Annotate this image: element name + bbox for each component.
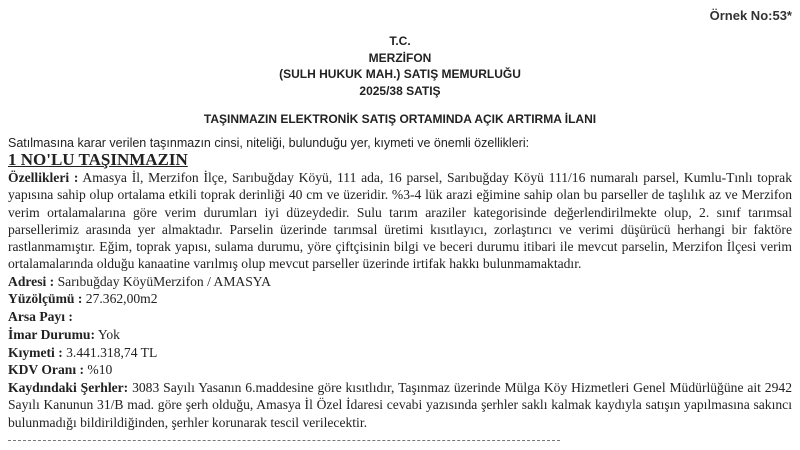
value-label: Kıymeti : <box>8 344 63 360</box>
features-text: Amasya İl, Merzifon İlçe, Sarıbuğday Köyü, 111 ada, 16 parsel, Sarıbuğday Köyü 111/16 numaralı parsel, Kumlu-Tınlı toprak yapısına sahip olup ortalama etkili toprak derinliği 40 cm ve üzeridir. %3-4 lük arazi eğimine sahip olan bu parseller de taşlılık az ve Merzifon verim ortalamalarına göre verim durumları iyi düzeydedir. Sulu tarım araziler kategorisinde değerlendirilmekte olup, 2. sınıf tarımsal parsellerimiz arasında yer almaktadır. Parselin üzerinde tarımsal üretimi kısıtlayıcı, zorlaştırıcı ve verimi düşürücü herhangi bir faktöre rastlanmamıştır. Eğim, toprak yapısı, sulama durumu, yöre çiftçisinin bilgi ve beceri durumu itibari ile mevcut parselin, Merzifon İlçesi verim ortalamalarında olduğu kanaatine varılmış olup mevcut parseller üzerinde irtifak hakkı bulunmamaktadır. <box>8 170 792 272</box>
sample-number: Örnek No:53* <box>709 8 792 23</box>
zoning-row <box>8 326 792 344</box>
lot-title: 1 NO'LU TAŞINMAZIN <box>8 150 188 169</box>
zoning-value: Yok <box>94 326 120 342</box>
value-row <box>8 344 792 362</box>
header-line-case-no: 2025/38 SATIŞ <box>359 83 441 98</box>
vat-row <box>8 361 792 379</box>
share-label: Arsa Payı : <box>8 309 73 325</box>
separator-line <box>8 440 560 441</box>
document-title: TAŞINMAZIN ELEKTRONİK SATIŞ ORTAMINDA AÇIK ARTIRMA İLANI <box>203 112 597 126</box>
header-line-tc: T.C. <box>389 34 411 48</box>
header-line-office: (SULH HUKUK MAH.) SATIŞ MEMURLUĞU <box>279 67 521 81</box>
features-paragraph <box>8 169 792 273</box>
lot-section <box>8 150 792 431</box>
share-row <box>8 308 792 326</box>
area-label: Yüzölçümü : <box>8 291 83 307</box>
address-row <box>8 273 792 291</box>
restrictions-paragraph <box>8 379 792 431</box>
restrictions-text: 3083 Sayılı Yasanın 6.maddesine göre kısıtlıdır, Taşınmaz üzerinde Mülga Köy Hizmetleri Genel Müdürlüğüne ait 2942 Sayılı Kanunun 31/B mad. göre şerh olduğu, Amasya İl Özel İdaresi cevabi yazısında şerhler saklı kalmak kaydıyla satışın yapılmasına sakıncı bulunmadığı bildirildiğinden, şerhler korunarak tescil verilecektir. <box>8 380 792 430</box>
address-label: Adresi : <box>8 273 55 289</box>
area-value: 27.362,00m2 <box>82 291 158 307</box>
header-line-district: MERZİFON <box>368 50 432 65</box>
value-amount: 3.441.318,74 TL <box>62 344 158 360</box>
intro-text: Satılmasına karar verilen taşınmazın cinsi, niteliği, bulunduğu yer, kıymeti ve önemli özellikleri: <box>8 136 530 150</box>
restrictions-label: Kaydındaki Şerhler: <box>8 380 129 395</box>
vat-label: KDV Oranı : <box>8 362 85 378</box>
zoning-label: İmar Durumu: <box>8 326 95 342</box>
vat-value: %10 <box>84 362 113 378</box>
address-value: Sarıbuğday KöyüMerzifon / AMASYA <box>54 273 271 289</box>
header <box>0 33 800 99</box>
area-row <box>8 290 792 308</box>
features-label: Özellikleri : <box>8 170 79 185</box>
